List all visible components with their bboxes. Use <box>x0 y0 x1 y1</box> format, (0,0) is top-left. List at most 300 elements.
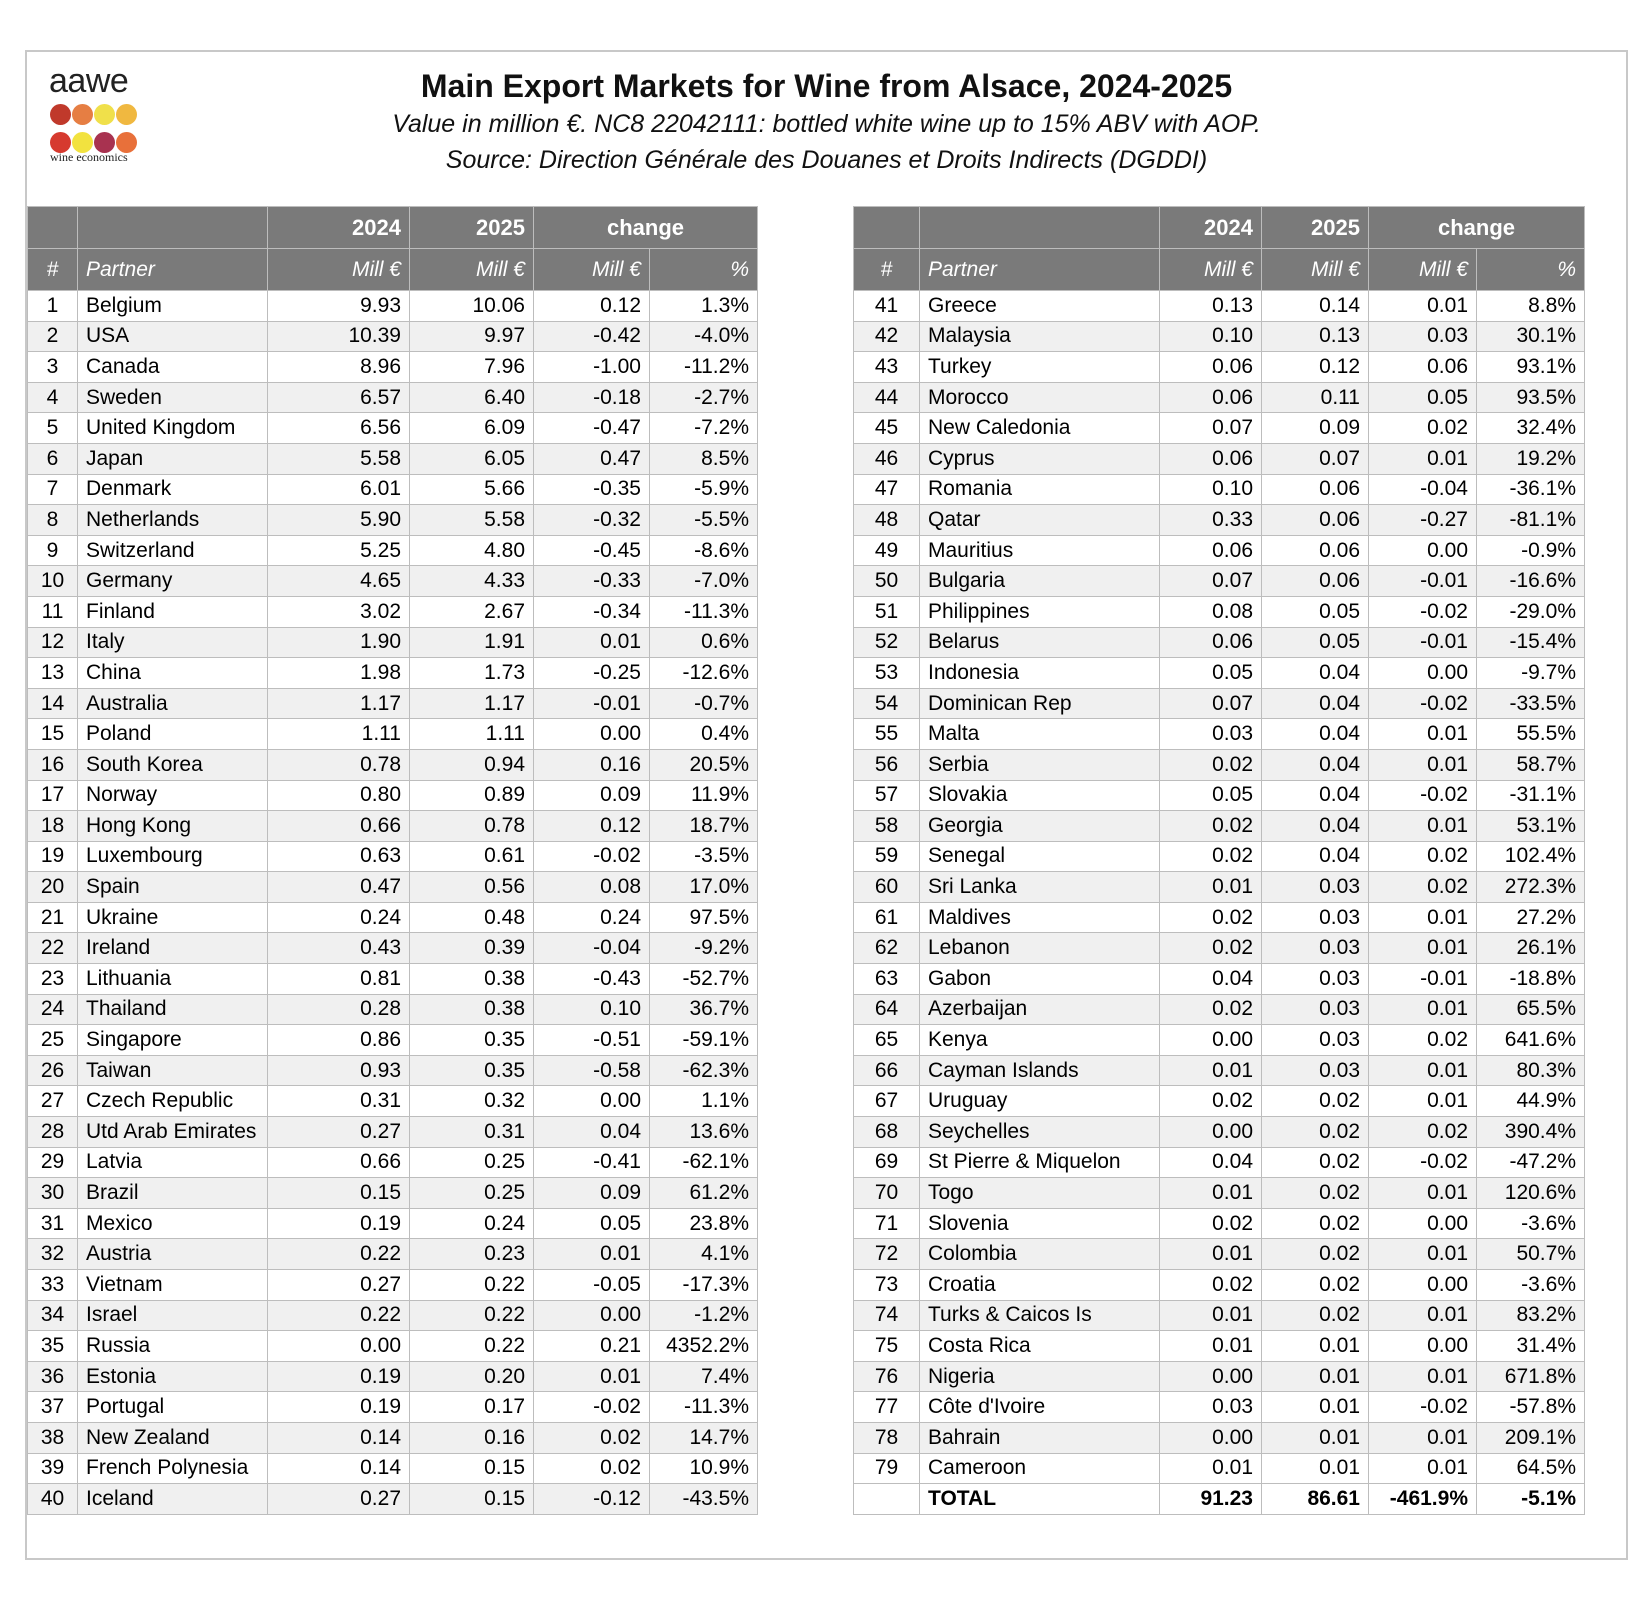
value-2024-cell: 0.81 <box>268 964 410 995</box>
rank-cell: 21 <box>28 902 78 933</box>
value-2024-cell: 0.04 <box>1160 964 1262 995</box>
value-2025-cell: 4.33 <box>410 566 534 597</box>
table-row <box>854 780 1585 811</box>
table-row <box>28 1361 758 1392</box>
partner-cell: Luxembourg <box>78 841 268 872</box>
value-2025-cell: 0.02 <box>1262 1239 1369 1270</box>
change-mill-cell: -0.32 <box>534 505 650 536</box>
rank-cell: 74 <box>854 1300 920 1331</box>
value-2024-cell: 0.07 <box>1160 688 1262 719</box>
change-pct-cell: 8.8% <box>1477 291 1585 322</box>
change-mill-cell: -0.33 <box>534 566 650 597</box>
change-mill-cell: 0.00 <box>534 1086 650 1117</box>
table-row <box>28 1270 758 1301</box>
page-title: Main Export Markets for Wine from Alsace, 2024-2025 <box>420 68 1233 104</box>
partner-cell: Sri Lanka <box>920 872 1160 903</box>
table-row <box>854 566 1585 597</box>
table-row <box>854 1117 1585 1148</box>
partner-cell: Utd Arab Emirates <box>78 1117 268 1148</box>
rank-cell: 54 <box>854 688 920 719</box>
header-partner: Partner <box>920 249 1160 291</box>
change-pct-cell: -81.1% <box>1477 505 1585 536</box>
table-row <box>28 902 758 933</box>
rank-cell: 48 <box>854 505 920 536</box>
change-mill-cell: 0.00 <box>1369 1270 1477 1301</box>
table-row <box>854 872 1585 903</box>
table-row <box>28 1086 758 1117</box>
rank-cell: 62 <box>854 933 920 964</box>
change-mill-cell: 0.01 <box>1369 994 1477 1025</box>
table-row <box>28 1117 758 1148</box>
partner-cell: Slovenia <box>920 1208 1160 1239</box>
change-pct-cell: 102.4% <box>1477 841 1585 872</box>
partner-cell: Taiwan <box>78 1055 268 1086</box>
partner-cell: Cayman Islands <box>920 1055 1160 1086</box>
table-row <box>854 321 1585 352</box>
rank-cell: 66 <box>854 1055 920 1086</box>
change-pct-cell: -11.2% <box>650 352 758 383</box>
total-value-2024-cell: 91.23 <box>1160 1484 1262 1515</box>
header-change: change <box>534 207 758 249</box>
change-pct-cell: -62.3% <box>650 1055 758 1086</box>
change-mill-cell: 0.01 <box>1369 1178 1477 1209</box>
value-2024-cell: 0.07 <box>1160 566 1262 597</box>
value-2025-cell: 0.03 <box>1262 1055 1369 1086</box>
partner-cell: Bulgaria <box>920 566 1160 597</box>
change-mill-cell: 0.00 <box>1369 1208 1477 1239</box>
total-partner-cell: TOTAL <box>920 1484 1160 1515</box>
change-mill-cell: 0.08 <box>534 872 650 903</box>
change-pct-cell: 50.7% <box>1477 1239 1585 1270</box>
change-mill-cell: 0.01 <box>1369 933 1477 964</box>
rank-cell: 30 <box>28 1178 78 1209</box>
rank-cell: 61 <box>854 902 920 933</box>
rank-cell: 49 <box>854 535 920 566</box>
partner-cell: Slovakia <box>920 780 1160 811</box>
table-row <box>28 352 758 383</box>
change-mill-cell: 0.01 <box>1369 1055 1477 1086</box>
partner-cell: Indonesia <box>920 658 1160 689</box>
change-pct-cell: 30.1% <box>1477 321 1585 352</box>
table-row <box>28 1331 758 1362</box>
change-mill-cell: -0.41 <box>534 1147 650 1178</box>
value-2025-cell: 0.04 <box>1262 719 1369 750</box>
partner-cell: Maldives <box>920 902 1160 933</box>
change-mill-cell: -1.00 <box>534 352 650 383</box>
value-2024-cell: 0.02 <box>1160 902 1262 933</box>
value-2024-cell: 5.58 <box>268 443 410 474</box>
change-mill-cell: -0.51 <box>534 1025 650 1056</box>
change-pct-cell: -11.3% <box>650 596 758 627</box>
value-2024-cell: 0.31 <box>268 1086 410 1117</box>
rank-cell: 1 <box>28 291 78 322</box>
table-row <box>28 535 758 566</box>
rank-cell: 36 <box>28 1361 78 1392</box>
change-mill-cell: 0.00 <box>534 719 650 750</box>
change-pct-cell: 61.2% <box>650 1178 758 1209</box>
partner-cell: Russia <box>78 1331 268 1362</box>
table-row <box>28 964 758 995</box>
change-mill-cell: -0.25 <box>534 658 650 689</box>
value-2024-cell: 0.47 <box>268 872 410 903</box>
change-pct-cell: 97.5% <box>650 902 758 933</box>
table-row <box>854 1025 1585 1056</box>
table-row <box>28 566 758 597</box>
table-row <box>28 505 758 536</box>
rank-cell: 77 <box>854 1392 920 1423</box>
value-2025-cell: 1.11 <box>410 719 534 750</box>
change-pct-cell: -59.1% <box>650 1025 758 1056</box>
change-pct-cell: 27.2% <box>1477 902 1585 933</box>
table-row <box>854 902 1585 933</box>
total-change-mill-cell: -461.9% <box>1369 1484 1477 1515</box>
value-2024-cell: 0.10 <box>1160 321 1262 352</box>
partner-cell: Cameroon <box>920 1453 1160 1484</box>
value-2025-cell: 1.17 <box>410 688 534 719</box>
change-mill-cell: 0.21 <box>534 1331 650 1362</box>
value-2024-cell: 0.02 <box>1160 933 1262 964</box>
table-row <box>854 658 1585 689</box>
partner-cell: Lithuania <box>78 964 268 995</box>
rank-cell: 50 <box>854 566 920 597</box>
partner-cell: Nigeria <box>920 1361 1160 1392</box>
table-row <box>854 994 1585 1025</box>
change-pct-cell: -43.5% <box>650 1484 758 1515</box>
table-row <box>28 1208 758 1239</box>
partner-cell: Italy <box>78 627 268 658</box>
value-2024-cell: 0.19 <box>268 1361 410 1392</box>
value-2024-cell: 0.27 <box>268 1270 410 1301</box>
report-header <box>27 52 1626 206</box>
rank-cell: 38 <box>28 1422 78 1453</box>
value-2024-cell: 0.00 <box>1160 1422 1262 1453</box>
value-2025-cell: 0.06 <box>1262 535 1369 566</box>
partner-cell: Germany <box>78 566 268 597</box>
change-mill-cell: 0.05 <box>534 1208 650 1239</box>
value-2024-cell: 0.19 <box>268 1392 410 1423</box>
value-2024-cell: 1.90 <box>268 627 410 658</box>
value-2024-cell: 6.57 <box>268 382 410 413</box>
value-2025-cell: 0.17 <box>410 1392 534 1423</box>
partner-cell: Ireland <box>78 933 268 964</box>
rank-cell: 27 <box>28 1086 78 1117</box>
rank-cell: 28 <box>28 1117 78 1148</box>
partner-cell: Uruguay <box>920 1086 1160 1117</box>
change-mill-cell: 0.00 <box>1369 535 1477 566</box>
change-mill-cell: -0.45 <box>534 535 650 566</box>
value-2024-cell: 0.04 <box>1160 1147 1262 1178</box>
partner-cell: Gabon <box>920 964 1160 995</box>
value-2024-cell: 0.43 <box>268 933 410 964</box>
rank-cell: 6 <box>28 443 78 474</box>
table-row <box>28 1484 758 1515</box>
partner-cell: Mexico <box>78 1208 268 1239</box>
table-row <box>28 321 758 352</box>
partner-cell: Hong Kong <box>78 811 268 842</box>
value-2025-cell: 0.04 <box>1262 749 1369 780</box>
change-pct-cell: -31.1% <box>1477 780 1585 811</box>
change-pct-cell: 23.8% <box>650 1208 758 1239</box>
value-2025-cell: 4.80 <box>410 535 534 566</box>
change-pct-cell: -5.9% <box>650 474 758 505</box>
change-pct-cell: 11.9% <box>650 780 758 811</box>
value-2024-cell: 0.06 <box>1160 382 1262 413</box>
partner-cell: Israel <box>78 1300 268 1331</box>
rank-cell: 73 <box>854 1270 920 1301</box>
value-2025-cell: 0.12 <box>1262 352 1369 383</box>
header-mill-2025: Mill € <box>410 249 534 291</box>
rank-cell: 51 <box>854 596 920 627</box>
table-row <box>854 352 1585 383</box>
table-row <box>28 1178 758 1209</box>
rank-cell: 2 <box>28 321 78 352</box>
change-mill-cell: 0.01 <box>1369 291 1477 322</box>
change-pct-cell: 58.7% <box>1477 749 1585 780</box>
value-2024-cell: 0.86 <box>268 1025 410 1056</box>
change-pct-cell: 4.1% <box>650 1239 758 1270</box>
change-pct-cell: -12.6% <box>650 658 758 689</box>
change-mill-cell: -0.02 <box>534 1392 650 1423</box>
value-2024-cell: 1.17 <box>268 688 410 719</box>
change-pct-cell: 64.5% <box>1477 1453 1585 1484</box>
value-2024-cell: 0.66 <box>268 1147 410 1178</box>
value-2024-cell: 0.00 <box>1160 1117 1262 1148</box>
partner-cell: Australia <box>78 688 268 719</box>
value-2024-cell: 0.02 <box>1160 1208 1262 1239</box>
value-2025-cell: 0.31 <box>410 1117 534 1148</box>
table-row <box>28 1147 758 1178</box>
table-row <box>28 291 758 322</box>
value-2025-cell: 0.05 <box>1262 627 1369 658</box>
logo-wordmark: aawe <box>49 62 129 100</box>
rank-cell: 33 <box>28 1270 78 1301</box>
change-mill-cell: 0.06 <box>1369 352 1477 383</box>
value-2024-cell: 10.39 <box>268 321 410 352</box>
rank-cell: 16 <box>28 749 78 780</box>
partner-cell: French Polynesia <box>78 1453 268 1484</box>
table-row <box>28 474 758 505</box>
value-2024-cell: 0.02 <box>1160 994 1262 1025</box>
partner-cell: Senegal <box>920 841 1160 872</box>
table-row <box>854 1270 1585 1301</box>
rank-cell: 45 <box>854 413 920 444</box>
table-row <box>28 413 758 444</box>
change-pct-cell: 20.5% <box>650 749 758 780</box>
change-pct-cell: -52.7% <box>650 964 758 995</box>
value-2025-cell: 0.04 <box>1262 841 1369 872</box>
right-table-body <box>854 291 1585 1515</box>
change-mill-cell: 0.04 <box>534 1117 650 1148</box>
change-pct-cell: -2.7% <box>650 382 758 413</box>
value-2025-cell: 1.73 <box>410 658 534 689</box>
page-subtitle-source: Source: Direction Générale des Douanes et Droits Indirects (DGDDI) <box>445 146 1208 174</box>
partner-cell: Portugal <box>78 1392 268 1423</box>
value-2025-cell: 1.91 <box>410 627 534 658</box>
partner-cell: Kenya <box>920 1025 1160 1056</box>
change-mill-cell: 0.01 <box>1369 1086 1477 1117</box>
rank-cell: 18 <box>28 811 78 842</box>
change-pct-cell: 65.5% <box>1477 994 1585 1025</box>
change-mill-cell: 0.02 <box>1369 872 1477 903</box>
change-pct-cell: -7.0% <box>650 566 758 597</box>
rank-cell: 71 <box>854 1208 920 1239</box>
value-2024-cell: 5.90 <box>268 505 410 536</box>
value-2024-cell: 0.63 <box>268 841 410 872</box>
partner-cell: Togo <box>920 1178 1160 1209</box>
rank-cell: 79 <box>854 1453 920 1484</box>
value-2025-cell: 0.06 <box>1262 505 1369 536</box>
rank-cell: 23 <box>28 964 78 995</box>
table-row <box>854 749 1585 780</box>
rank-cell: 52 <box>854 627 920 658</box>
rank-cell: 58 <box>854 811 920 842</box>
table-row <box>854 1086 1585 1117</box>
value-2024-cell: 0.28 <box>268 994 410 1025</box>
table-row <box>28 1300 758 1331</box>
partner-cell: Japan <box>78 443 268 474</box>
rank-cell: 29 <box>28 1147 78 1178</box>
change-mill-cell: 0.02 <box>1369 413 1477 444</box>
change-pct-cell: -62.1% <box>650 1147 758 1178</box>
rank-cell: 43 <box>854 352 920 383</box>
rank-cell: 13 <box>28 658 78 689</box>
value-2025-cell: 0.14 <box>1262 291 1369 322</box>
partner-cell: Georgia <box>920 811 1160 842</box>
rank-cell: 32 <box>28 1239 78 1270</box>
change-mill-cell: 0.01 <box>1369 1300 1477 1331</box>
rank-cell: 75 <box>854 1331 920 1362</box>
change-pct-cell: -18.8% <box>1477 964 1585 995</box>
partner-cell: Malta <box>920 719 1160 750</box>
value-2025-cell: 0.38 <box>410 994 534 1025</box>
value-2025-cell: 0.32 <box>410 1086 534 1117</box>
table-row <box>28 780 758 811</box>
partner-cell: Philippines <box>920 596 1160 627</box>
change-pct-cell: 53.1% <box>1477 811 1585 842</box>
partner-cell: Romania <box>920 474 1160 505</box>
rank-cell: 8 <box>28 505 78 536</box>
table-row <box>854 1055 1585 1086</box>
value-2024-cell: 0.15 <box>268 1178 410 1209</box>
change-mill-cell: 0.02 <box>1369 1025 1477 1056</box>
change-pct-cell: -17.3% <box>650 1270 758 1301</box>
partner-cell: Singapore <box>78 1025 268 1056</box>
table-row <box>28 1055 758 1086</box>
change-pct-cell: 32.4% <box>1477 413 1585 444</box>
partner-cell: United Kingdom <box>78 413 268 444</box>
header-blank <box>28 207 78 249</box>
value-2025-cell: 0.25 <box>410 1147 534 1178</box>
change-pct-cell: 390.4% <box>1477 1117 1585 1148</box>
value-2024-cell: 1.11 <box>268 719 410 750</box>
value-2025-cell: 0.61 <box>410 841 534 872</box>
value-2024-cell: 0.05 <box>1160 780 1262 811</box>
change-mill-cell: -0.01 <box>1369 627 1477 658</box>
partner-cell: Azerbaijan <box>920 994 1160 1025</box>
partner-cell: China <box>78 658 268 689</box>
value-2025-cell: 0.48 <box>410 902 534 933</box>
table-row <box>854 1361 1585 1392</box>
partner-cell: Costa Rica <box>920 1331 1160 1362</box>
header-blank <box>920 207 1160 249</box>
partner-cell: Colombia <box>920 1239 1160 1270</box>
header-2024: 2024 <box>268 207 410 249</box>
partner-cell: Serbia <box>920 749 1160 780</box>
value-2025-cell: 0.03 <box>1262 964 1369 995</box>
change-pct-cell: -57.8% <box>1477 1392 1585 1423</box>
value-2025-cell: 0.07 <box>1262 443 1369 474</box>
change-pct-cell: 83.2% <box>1477 1300 1585 1331</box>
rank-cell: 69 <box>854 1147 920 1178</box>
change-pct-cell: -3.6% <box>1477 1208 1585 1239</box>
table-row <box>854 413 1585 444</box>
table-row <box>28 719 758 750</box>
value-2025-cell: 6.05 <box>410 443 534 474</box>
value-2024-cell: 0.10 <box>1160 474 1262 505</box>
rank-cell: 34 <box>28 1300 78 1331</box>
change-mill-cell: -0.02 <box>1369 596 1477 627</box>
value-2025-cell: 0.03 <box>1262 872 1369 903</box>
partner-cell: Mauritius <box>920 535 1160 566</box>
value-2025-cell: 0.01 <box>1262 1422 1369 1453</box>
value-2025-cell: 0.39 <box>410 933 534 964</box>
change-pct-cell: 93.5% <box>1477 382 1585 413</box>
rank-cell: 72 <box>854 1239 920 1270</box>
value-2025-cell: 0.02 <box>1262 1117 1369 1148</box>
change-mill-cell: 0.01 <box>1369 443 1477 474</box>
table-row <box>28 1239 758 1270</box>
change-pct-cell: -47.2% <box>1477 1147 1585 1178</box>
change-pct-cell: 26.1% <box>1477 933 1585 964</box>
rank-cell: 76 <box>854 1361 920 1392</box>
change-mill-cell: 0.01 <box>1369 902 1477 933</box>
rank-cell: 59 <box>854 841 920 872</box>
partner-cell: Spain <box>78 872 268 903</box>
value-2024-cell: 0.06 <box>1160 352 1262 383</box>
value-2025-cell: 0.01 <box>1262 1331 1369 1362</box>
table-row <box>854 443 1585 474</box>
rank-cell: 67 <box>854 1086 920 1117</box>
header-2025: 2025 <box>410 207 534 249</box>
change-mill-cell: 0.10 <box>534 994 650 1025</box>
partner-cell: Ukraine <box>78 902 268 933</box>
report-frame <box>25 50 1628 1560</box>
rank-cell: 11 <box>28 596 78 627</box>
change-pct-cell: -36.1% <box>1477 474 1585 505</box>
change-pct-cell: 17.0% <box>650 872 758 903</box>
change-pct-cell: -33.5% <box>1477 688 1585 719</box>
value-2024-cell: 0.03 <box>1160 719 1262 750</box>
change-pct-cell: 14.7% <box>650 1422 758 1453</box>
partner-cell: Denmark <box>78 474 268 505</box>
value-2025-cell: 0.24 <box>410 1208 534 1239</box>
table-row <box>28 933 758 964</box>
partner-cell: USA <box>78 321 268 352</box>
value-2025-cell: 0.35 <box>410 1055 534 1086</box>
change-mill-cell: 0.01 <box>1369 811 1477 842</box>
table-row <box>28 841 758 872</box>
value-2025-cell: 0.35 <box>410 1025 534 1056</box>
change-mill-cell: -0.01 <box>1369 566 1477 597</box>
rank-cell: 35 <box>28 1331 78 1362</box>
value-2025-cell: 0.04 <box>1262 811 1369 842</box>
header-mill-2024: Mill € <box>268 249 410 291</box>
change-mill-cell: 0.01 <box>534 1361 650 1392</box>
value-2024-cell: 0.02 <box>1160 811 1262 842</box>
rank-cell: 55 <box>854 719 920 750</box>
value-2024-cell: 0.01 <box>1160 1331 1262 1362</box>
change-pct-cell: 31.4% <box>1477 1331 1585 1362</box>
